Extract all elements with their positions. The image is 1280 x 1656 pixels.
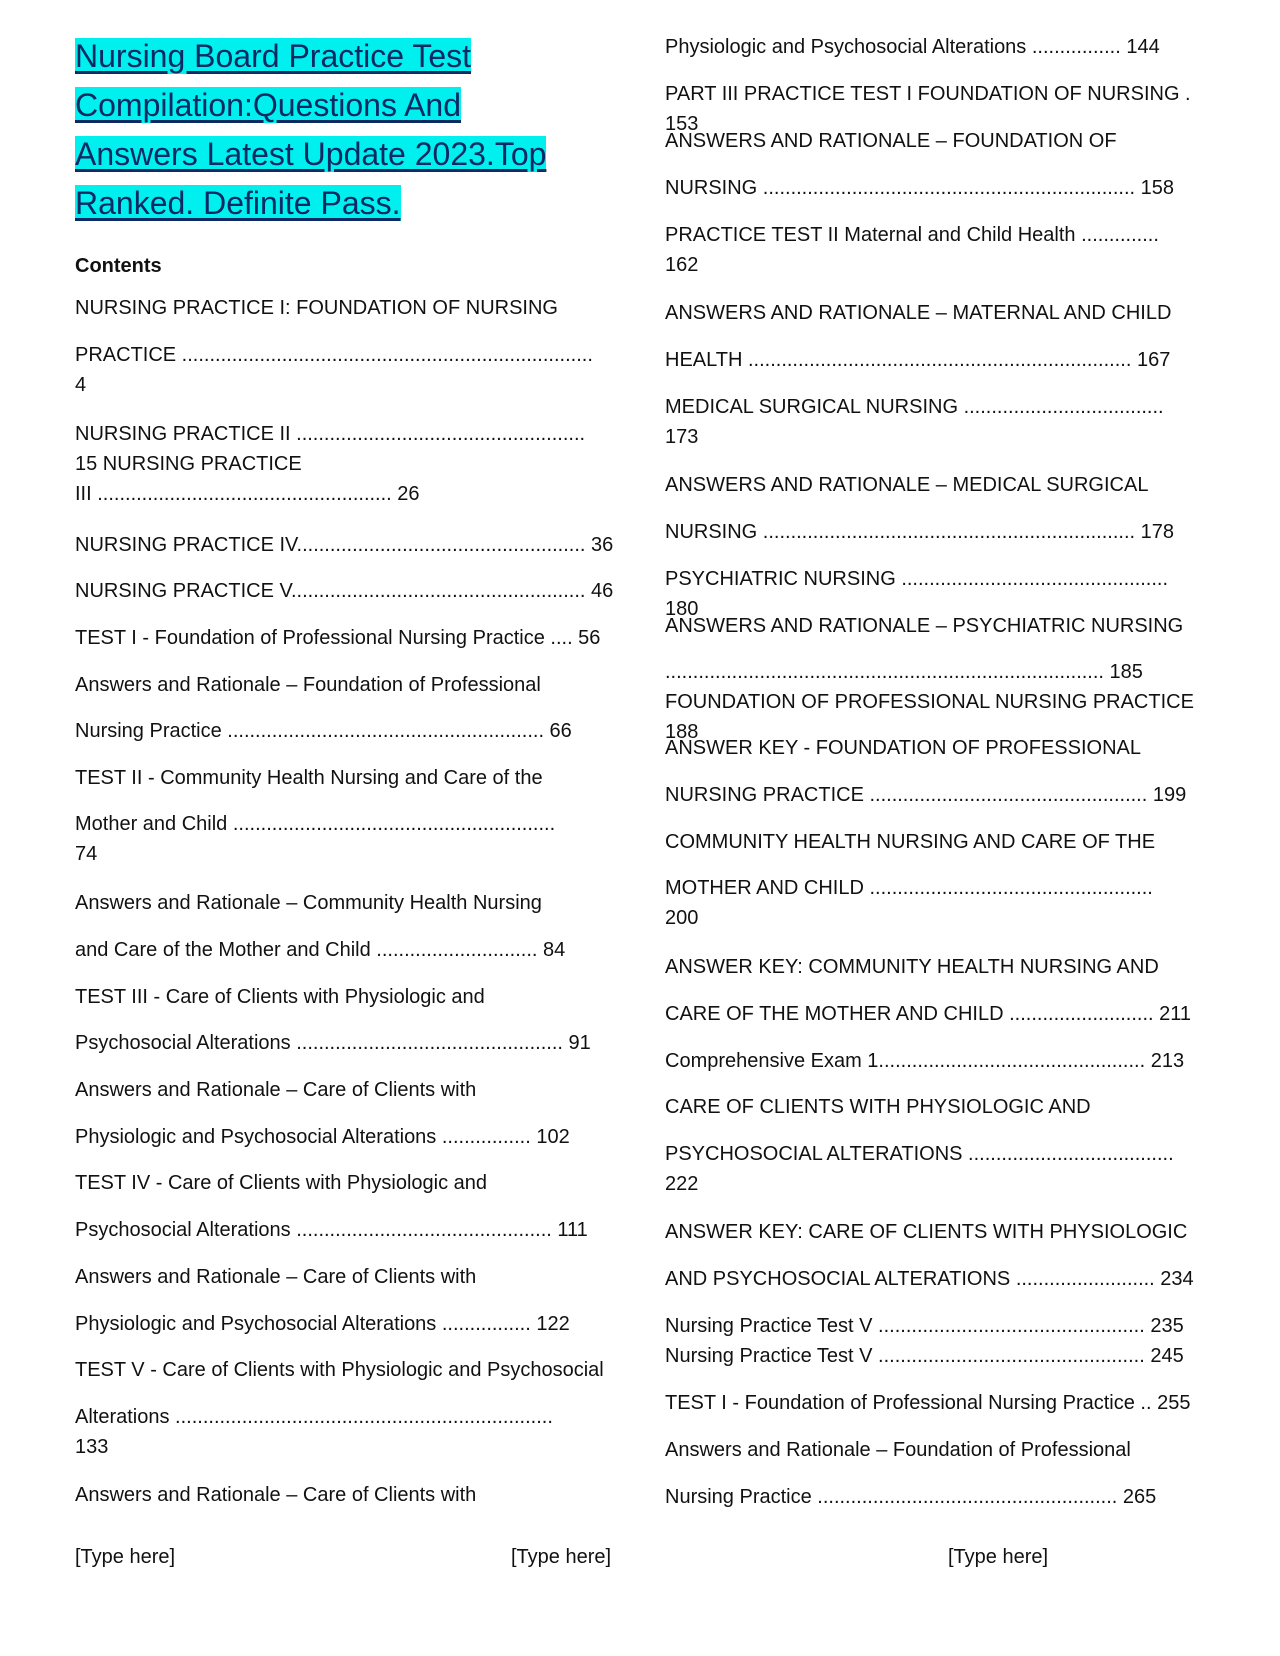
contents-heading: Contents (75, 255, 162, 277)
title-line: Compilation:Questions And (75, 87, 461, 123)
title-line: Nursing Board Practice Test (75, 38, 472, 74)
toc-entry: Physiologic and Psychosocial Alterations ................ 144 (665, 36, 1160, 58)
toc-entry: MOTHER AND CHILD ................................................... 200 (665, 877, 1153, 929)
toc-entry: TEST I - Foundation of Professional Nursing Practice .... 56 (75, 627, 601, 649)
toc-entry: Answers and Rationale – Community Health Nursing (75, 892, 542, 914)
toc-entry: Comprehensive Exam 1................................................ 213 (665, 1050, 1185, 1072)
toc-entry: CARE OF CLIENTS WITH PHYSIOLOGIC AND (665, 1096, 1091, 1118)
toc-entry: ............................................................................... 185 FOUNDATION OF PROFESSIONAL NURSING PRACTICE 188 (665, 661, 1194, 743)
toc-entry: Psychosocial Alterations .............................................. 111 (75, 1219, 588, 1241)
toc-entry: TEST II - Community Health Nursing and Care of the (75, 767, 543, 789)
left-column (75, 0, 620, 1506)
toc-entry: Nursing Practice Test V ................................................ 235 Nursing Practice Test V ................................................ 245 (665, 1315, 1184, 1367)
toc-entry: NURSING PRACTICE .................................................. 199 (665, 784, 1187, 806)
toc-entry: AND PSYCHOSOCIAL ALTERATIONS ......................... 234 (665, 1268, 1194, 1290)
document-title (75, 32, 620, 228)
toc-entry: PSYCHOSOCIAL ALTERATIONS ..................................... 222 (665, 1143, 1174, 1195)
footer-center: [Type here] (511, 1546, 612, 1568)
toc-entry: MEDICAL SURGICAL NURSING .................................... 173 (665, 396, 1164, 448)
toc-entry: PRACTICE .......................................................................... 4 (75, 344, 593, 396)
toc-entry: PRACTICE TEST II Maternal and Child Health .............. 162 (665, 224, 1159, 276)
toc-entry: Alterations .................................................................... 133 (75, 1406, 553, 1458)
toc-entry: ANSWERS AND RATIONALE – MEDICAL SURGICAL (665, 474, 1149, 496)
toc-entry: Psychosocial Alterations ................................................ 91 (75, 1032, 591, 1054)
toc-entry: CARE OF THE MOTHER AND CHILD .......................... 211 (665, 1003, 1192, 1025)
toc-entry: Nursing Practice ......................................................... 66 (75, 720, 572, 742)
toc-entry: ANSWERS AND RATIONALE – FOUNDATION OF (665, 130, 1117, 152)
toc-entry: Physiologic and Psychosocial Alterations ................ 102 (75, 1126, 570, 1148)
toc-entry: Answers and Rationale – Care of Clients with (75, 1484, 477, 1506)
toc-entry: Mother and Child .......................................................... 74 (75, 813, 556, 865)
toc-entry: ANSWER KEY - FOUNDATION OF PROFESSIONAL (665, 737, 1141, 759)
toc-entry: TEST IV - Care of Clients with Physiologic and (75, 1172, 488, 1194)
toc-entry: Answers and Rationale – Foundation of Professional (665, 1439, 1131, 1461)
toc-entry: NURSING PRACTICE V..................................................... 46 (75, 580, 614, 602)
toc-entry: PART III PRACTICE TEST I FOUNDATION OF NURSING . 153 (665, 83, 1191, 135)
footer-right: [Type here] (948, 1546, 1049, 1568)
toc-entry: TEST III - Care of Clients with Physiologic and (75, 986, 485, 1008)
toc-entry: and Care of the Mother and Child ............................. 84 (75, 939, 566, 961)
toc-entry: NURSING ................................................................... 158 (665, 177, 1175, 199)
toc-entry: HEALTH ..................................................................... 167 (665, 349, 1171, 371)
toc-entry: NURSING PRACTICE I: FOUNDATION OF NURSING (75, 297, 558, 319)
toc-entry: Answers and Rationale – Care of Clients with (75, 1079, 477, 1101)
toc-entry: ANSWERS AND RATIONALE – PSYCHIATRIC NURSING (665, 615, 1184, 637)
toc-entry: Answers and Rationale – Care of Clients with (75, 1266, 477, 1288)
toc-entry: Nursing Practice ...................................................... 265 (665, 1486, 1157, 1508)
title-line: Ranked. Definite Pass. (75, 185, 401, 221)
toc-entry: Physiologic and Psychosocial Alterations ................ 122 (75, 1313, 570, 1335)
toc-entry: NURSING PRACTICE II .................................................... 15 NURSING PRACTICE III ..................................................... 26 (75, 423, 586, 505)
toc-entry: ANSWER KEY: COMMUNITY HEALTH NURSING AND (665, 956, 1159, 978)
footer-left: [Type here] (75, 1546, 176, 1568)
toc-entry: TEST V - Care of Clients with Physiologic and Psychosocial (75, 1359, 604, 1381)
toc-entry: COMMUNITY HEALTH NURSING AND CARE OF THE (665, 831, 1156, 853)
title-line: Answers Latest Update 2023.Top (75, 136, 547, 172)
toc-entry: TEST I - Foundation of Professional Nursing Practice .. 255 (665, 1392, 1191, 1414)
toc-entry: Answers and Rationale – Foundation of Professional (75, 674, 541, 696)
toc-entry: NURSING PRACTICE IV.................................................... 36 (75, 534, 614, 556)
toc-entry: NURSING ................................................................... 178 (665, 521, 1175, 543)
toc-entry: ANSWERS AND RATIONALE – MATERNAL AND CHILD (665, 302, 1172, 324)
toc-entry: PSYCHIATRIC NURSING ................................................ 180 (665, 568, 1169, 620)
toc-entry: ANSWER KEY: CARE OF CLIENTS WITH PHYSIOLOGIC (665, 1221, 1188, 1243)
